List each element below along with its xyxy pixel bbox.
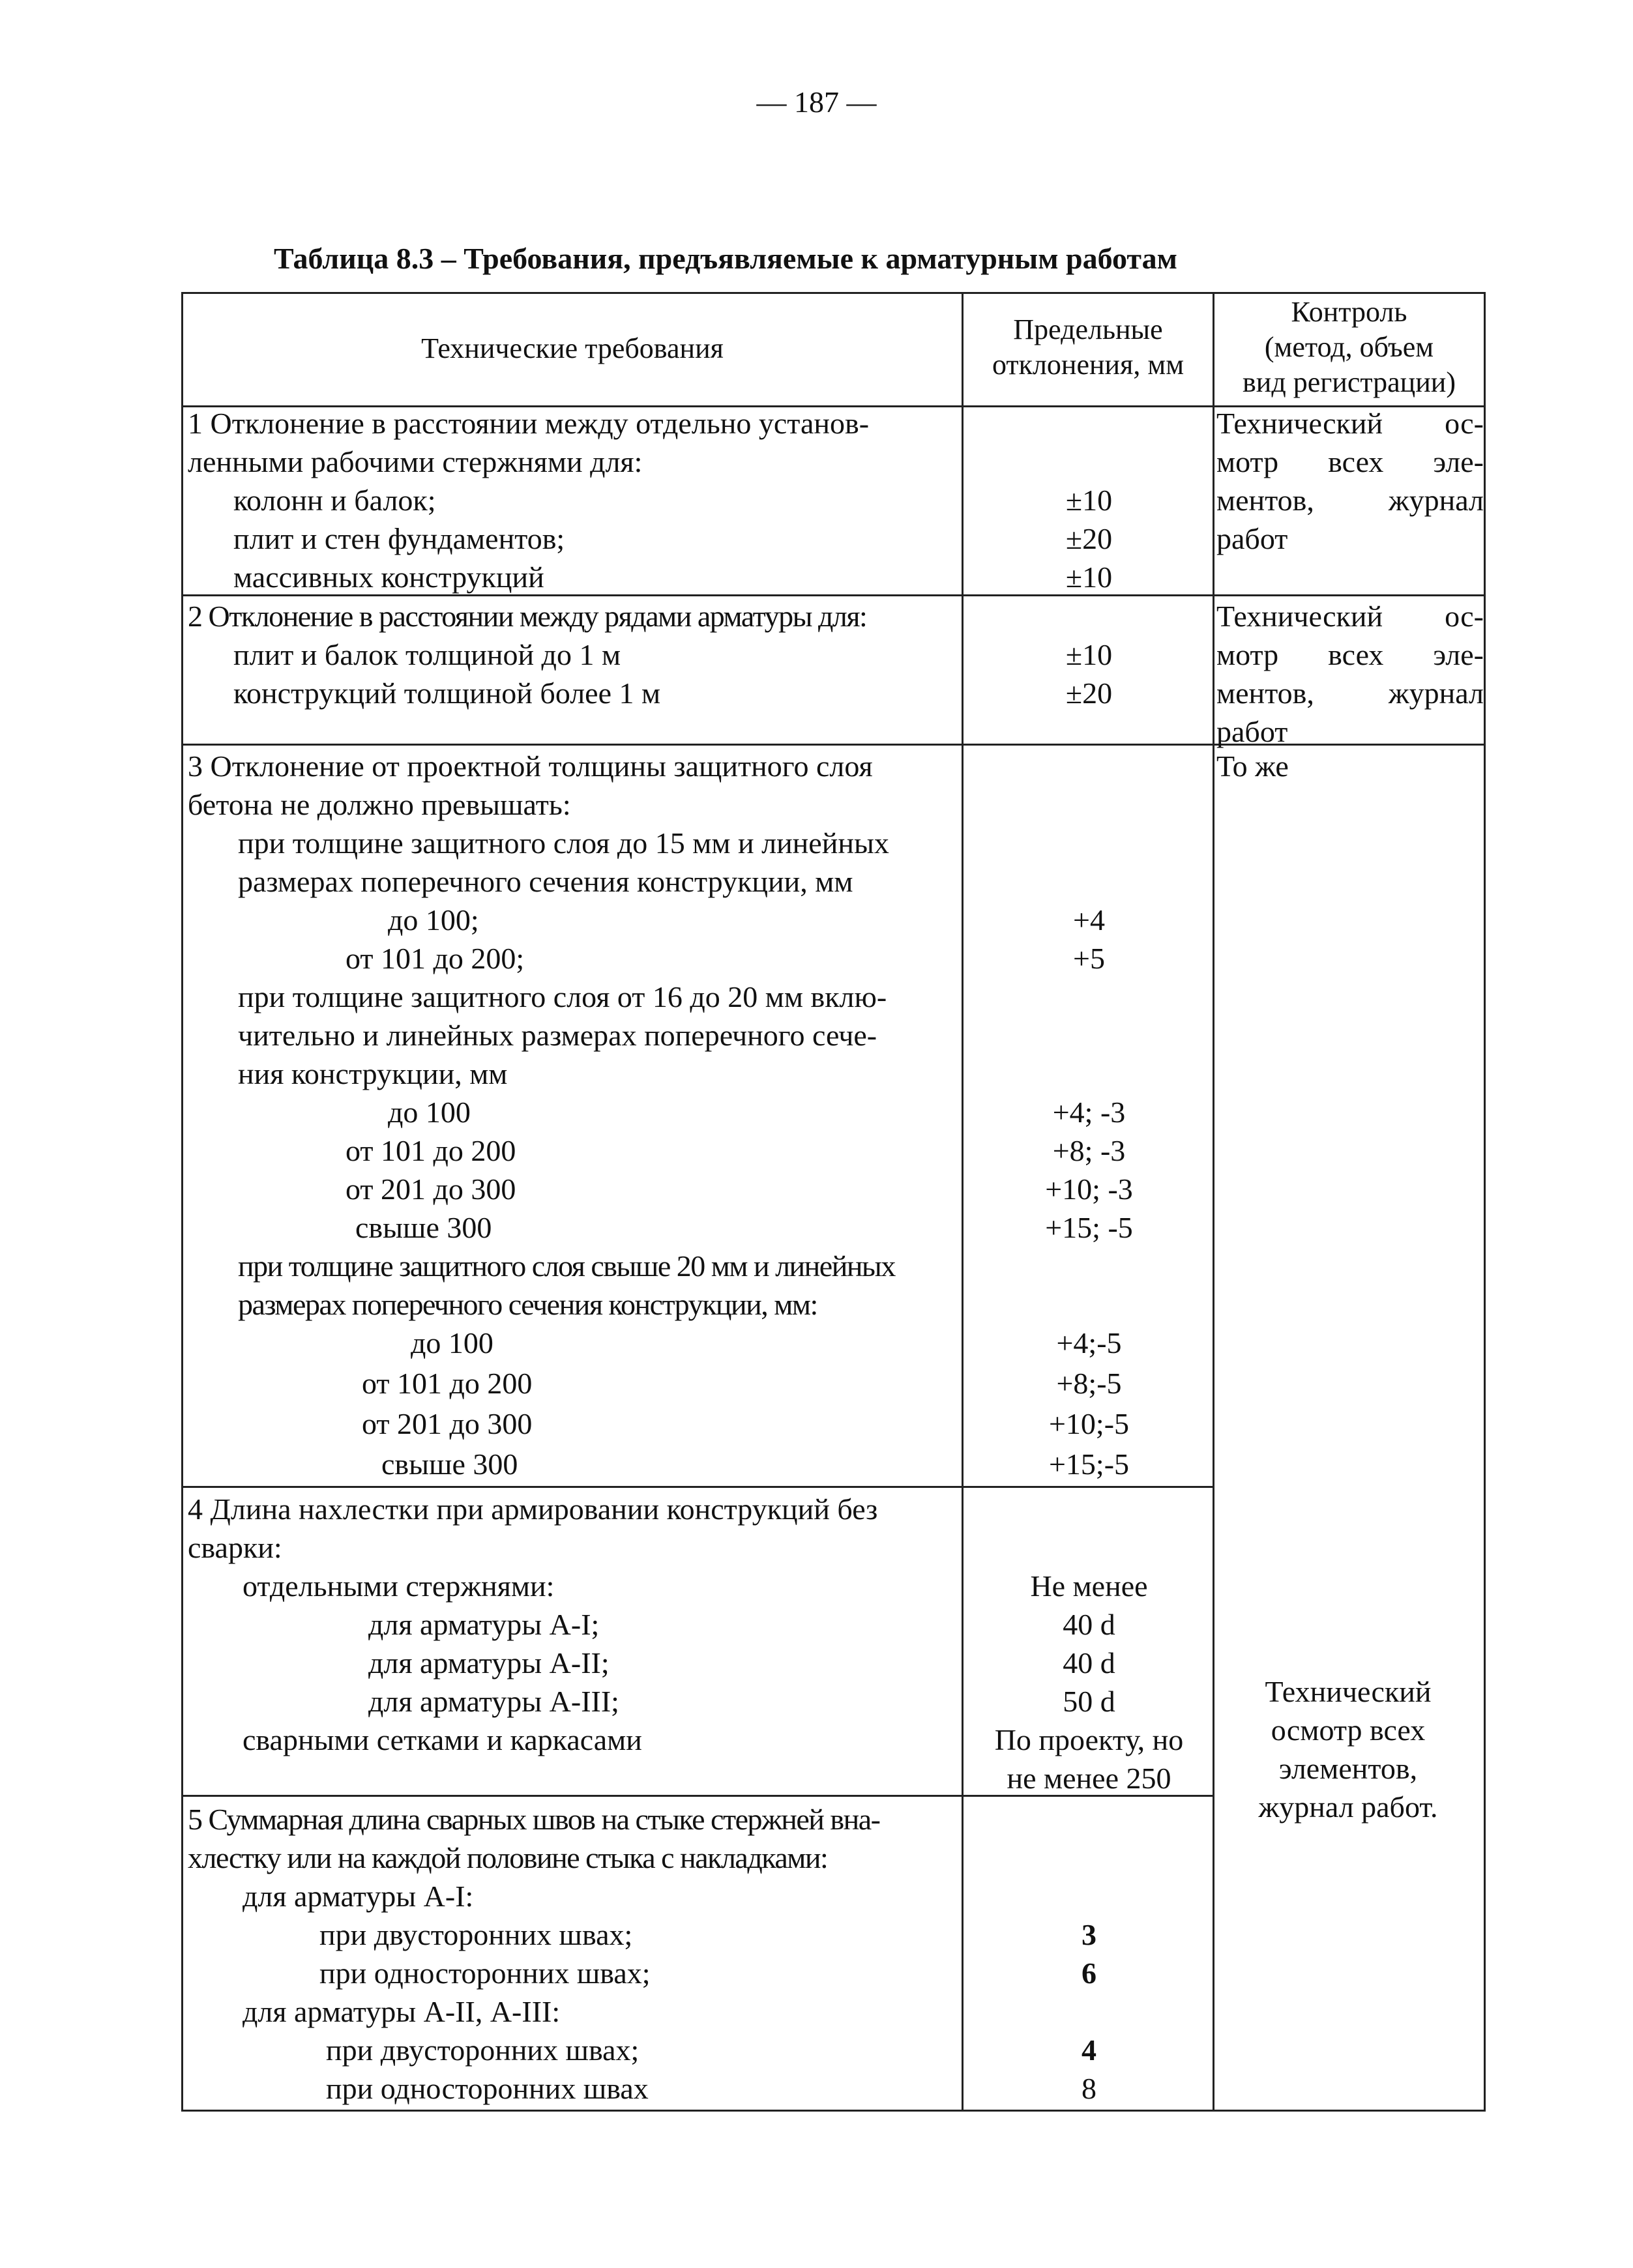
row-1-value: ±10 <box>1065 560 1113 594</box>
table-border-bottom <box>181 2110 1486 2112</box>
header-control: Контроль (метод, объем вид регистрации) <box>1243 296 1456 398</box>
row-3-line: от 101 до 200 <box>346 1134 516 1167</box>
row-5-line: для арматуры А-I: <box>243 1880 474 1913</box>
row-1-line: плит и стен фундаментов; <box>233 522 565 555</box>
row-4-value: 40 d <box>1063 1646 1115 1679</box>
row-3-line: от 101 до 200; <box>346 942 525 975</box>
row-2-value: ±10 <box>1065 638 1113 671</box>
row-5-value: 8 <box>1081 2072 1096 2105</box>
row-3-line: от 101 до 200 <box>362 1367 533 1400</box>
row-2-control: Технический ос- мотр всех эле- ментов, журнал <box>1216 600 1484 710</box>
row-5-line: при односторонних швах; <box>319 1956 651 1990</box>
row-1-control: Технический ос- мотр всех эле- ментов, журнал <box>1216 407 1484 517</box>
row-5-line: при двусторонних швах; <box>319 1918 633 1951</box>
row-4-value: По проекту, но <box>994 1723 1184 1756</box>
row-3-line: 3 Отклонение от проектной толщины защитного слоя <box>188 749 873 783</box>
row-3-line: чительно и линейных размерах поперечного сече- <box>238 1019 877 1052</box>
row-4-line: для арматуры А-I; <box>368 1608 600 1641</box>
row-4-line: 4 Длина нахлестки при армировании конструкций без <box>188 1492 878 1526</box>
header-deviations: Предельные отклонения, мм <box>992 313 1184 381</box>
row-2-line: конструкций толщиной более 1 м <box>233 676 661 710</box>
table-border-top <box>181 292 1486 294</box>
row-3-line: ния конструкции, мм <box>238 1057 508 1090</box>
row-4-line: для арматуры А-III; <box>368 1685 619 1718</box>
row-3-line: при толщине защитного слоя до 15 мм и линейных <box>238 826 889 860</box>
row-1-value: ±10 <box>1065 484 1113 517</box>
header-requirements: Технические требования <box>421 332 724 364</box>
row-3-value: +4;-5 <box>1056 1326 1122 1359</box>
row-3-line: свыше 300 <box>355 1211 492 1244</box>
row-3-value: +10;-5 <box>1048 1407 1130 1440</box>
row-3-value: +4; -3 <box>1052 1096 1126 1129</box>
row-4-value: 40 d <box>1063 1608 1115 1641</box>
row-3-line: размерах поперечного сечения конструкции, мм: <box>238 1288 817 1321</box>
table-border-right <box>1484 292 1486 2112</box>
row-2-line: плит и балок толщиной до 1 м <box>233 638 621 671</box>
row-3-value: +10; -3 <box>1045 1172 1133 1206</box>
row-4-line: сварными сетками и каркасами <box>243 1723 642 1756</box>
row-3-value: +15;-5 <box>1048 1447 1130 1481</box>
row-1-line: массивных конструкций <box>233 560 544 594</box>
row-2-value: ±20 <box>1065 676 1113 710</box>
row-divider-3 <box>181 1486 1214 1488</box>
row-5-line: при односторонних швах <box>326 2072 649 2105</box>
row-4-value: Не менее <box>1030 1569 1148 1603</box>
row-3-line: свыше 300 <box>381 1447 518 1481</box>
row-1-control-last: работ <box>1216 522 1288 555</box>
row-3-line: до 100 <box>388 1096 471 1129</box>
row-3-line: до 100 <box>411 1326 493 1359</box>
row-5-value: 6 <box>1081 1956 1096 1990</box>
row-4-line: сварки: <box>188 1531 282 1564</box>
row-3-value: +8; -3 <box>1052 1134 1126 1167</box>
row-2-control-last: работ <box>1216 715 1288 748</box>
row-3-line: от 201 до 300 <box>346 1172 516 1206</box>
row-divider-2 <box>181 744 1486 746</box>
row-3-control: То же <box>1216 749 1289 783</box>
row-5-value: 4 <box>1081 2033 1096 2067</box>
row-3-line: размерах поперечного сечения конструкции, мм <box>238 865 853 898</box>
row-3-line: при толщине защитного слоя свыше 20 мм и линейных <box>238 1249 895 1283</box>
row-4-line: для арматуры А-II; <box>368 1646 610 1679</box>
row-3-value: +4 <box>1073 903 1105 937</box>
table-title: Таблица 8.3 – Требования, предъявляемые к арматурным работам <box>274 242 1177 275</box>
row-3-value: +15; -5 <box>1045 1211 1133 1244</box>
row-3-line: от 201 до 300 <box>362 1407 533 1440</box>
row-3-line: при толщине защитного слоя от 16 до 20 мм вклю- <box>238 980 887 1013</box>
row-5-line: хлестку или на каждой половине стыка с накладками: <box>188 1841 828 1874</box>
row-3-line: бетона не должно превышать: <box>188 788 571 821</box>
row-3-value: +8;-5 <box>1056 1367 1122 1400</box>
row-5-line: 5 Суммарная длина сварных швов на стыке стержней вна- <box>188 1803 880 1836</box>
row-3-line: до 100; <box>388 903 479 937</box>
row-1-line: колонн и балок; <box>233 484 436 517</box>
row-1-line: 1 Отклонение в расстоянии между отдельно установ- <box>188 407 870 440</box>
row-1-line: ленными рабочими стержнями для: <box>188 445 643 478</box>
table-border-left <box>181 292 183 2112</box>
row-1-value: ±20 <box>1065 522 1113 555</box>
page-number: — 187 — <box>756 85 877 119</box>
row-4-value: 50 d <box>1063 1685 1115 1718</box>
row-4-line: отдельными стержнями: <box>243 1569 555 1603</box>
row-3-value: +5 <box>1073 942 1105 975</box>
row-2-line: 2 Отклонение в расстоянии между рядами арматуры для: <box>188 600 867 633</box>
merged-control-cell: Технический осмотр всех элементов, журнал работ. <box>1258 1675 1438 1824</box>
row-4-value: не менее 250 <box>1007 1762 1171 1795</box>
row-5-line: для арматуры А-II, А-III: <box>243 1995 561 2028</box>
row-5-line: при двусторонних швах; <box>326 2033 640 2067</box>
row-5-value: 3 <box>1081 1918 1096 1951</box>
